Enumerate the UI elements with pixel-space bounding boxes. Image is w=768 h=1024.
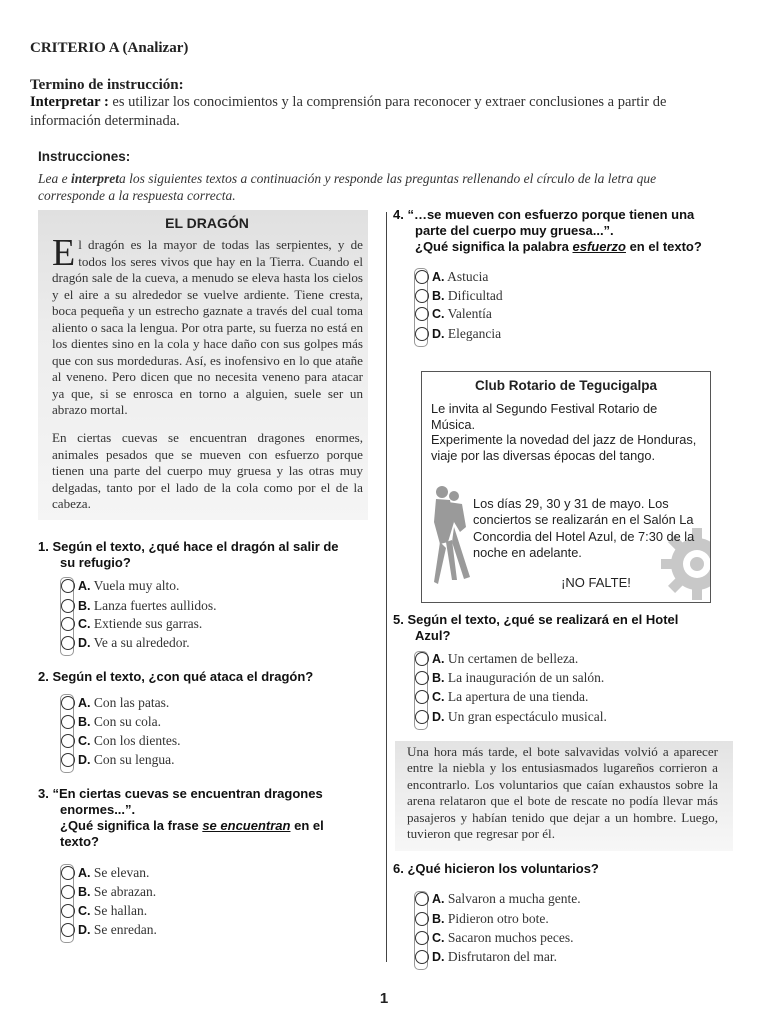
option-letter: D. <box>432 950 445 964</box>
question-5-line-2: Azul? <box>415 628 451 643</box>
dragon-paragraph-2: En ciertas cuevas se encuentran dragones enormes, animales pesados que se mueven con esfuerzo porque tienen una parte del cuerpo muy gruesa y las otras muy delgadas, tanto por el lado de la cola como por el de la cabeza. <box>52 430 363 511</box>
interpret-definition <box>30 93 710 131</box>
q4-phrase-pre: ¿Qué significa la palabra <box>415 239 573 254</box>
interpret-label: Interpretar : <box>30 94 109 110</box>
option-text: Un gran espectáculo musical. <box>444 709 607 724</box>
option-text: Dificultad <box>444 288 503 303</box>
dragon-title: EL DRAGÓN <box>165 215 249 231</box>
q5-option-b[interactable] <box>415 670 604 689</box>
option-letter: C. <box>432 690 445 704</box>
q1-option-c[interactable] <box>61 616 202 635</box>
option-letter: D. <box>432 327 445 341</box>
option-letter: A. <box>78 696 91 710</box>
radio-circle-icon[interactable] <box>61 734 75 748</box>
radio-circle-icon[interactable] <box>61 885 75 899</box>
option-text: Con los dientes. <box>90 733 181 748</box>
option-text: Lanza fuertes aullidos. <box>90 598 217 613</box>
q1-option-d[interactable] <box>61 635 190 654</box>
radio-circle-icon[interactable] <box>61 636 75 650</box>
instructions-text-post: a los siguientes textos a continuación y responde las preguntas rellenando el círculo de la letra que corresponde a la respuesta correcta. <box>38 171 657 203</box>
q2-option-b[interactable] <box>61 714 161 733</box>
interpret-text: es utilizar los conocimientos y la comprensión para reconocer y extraer conclusiones a partir de información determinada. <box>30 94 667 129</box>
question-4-line-3 <box>393 239 733 255</box>
q3-phrase-em: se encuentran <box>202 818 291 833</box>
question-4 <box>393 207 733 255</box>
dragon-paragraph-1-text: l dragón es la mayor de todas las serpientes, y de todos los seres vivos que hay en la Tierra. Cuando el dragón sale de la cueva, a menudo se eleva hasta los cielos y el aire a su alrededor se vuelve ardiente. Tiene cresta, boca pequeña y un estrecho gaznate a través del cual toma aliento o saca la lengua. Por otra parte, su fuerza no está en los dientes sino en la cola y hace daño con sus golpes más que con sus mordeduras. Así, es inofensivo en lo que atañe al veneno. Pero dicen que no necesita veneno para atacar ya que, si se enrosca en torno a alguien, suele ser un abrazo mortal. <box>52 237 363 417</box>
q6-option-d[interactable] <box>415 949 557 968</box>
instructions-text <box>38 170 698 204</box>
option-text: Astucia <box>444 269 489 284</box>
q4-option-d[interactable] <box>415 326 501 345</box>
radio-circle-icon[interactable] <box>415 270 429 284</box>
q3-phrase-pre: ¿Qué significa la frase <box>60 818 203 833</box>
option-letter: D. <box>432 710 445 724</box>
boat-passage-box <box>395 741 733 851</box>
club-experience-text: Experimente la novedad del jazz de Honduras, viaje por las diversas épocas del tango. <box>431 432 697 464</box>
option-text: Se elevan. <box>90 865 150 880</box>
q6-option-c[interactable] <box>415 930 573 949</box>
option-letter: C. <box>432 931 445 945</box>
q2-option-c[interactable] <box>61 733 181 752</box>
option-text: Con las patas. <box>90 695 170 710</box>
instructions-title: Instrucciones: <box>38 149 131 164</box>
option-letter: A. <box>432 652 445 666</box>
q5-option-d[interactable] <box>415 709 607 728</box>
radio-circle-icon[interactable] <box>415 671 429 685</box>
option-letter: B. <box>78 599 91 613</box>
question-1-line-2: su refugio? <box>60 555 131 570</box>
question-4-line-2: parte del cuerpo muy gruesa...”. <box>415 223 614 238</box>
q4-option-a[interactable] <box>415 269 488 288</box>
q6-option-a[interactable] <box>415 891 581 910</box>
q5-option-c[interactable] <box>415 689 588 708</box>
question-2: 2. Según el texto, ¿con qué ataca el dragón? <box>38 669 314 684</box>
question-5-line-1: 5. Según el texto, ¿qué se realizará en el Hotel <box>393 612 679 627</box>
option-letter: A. <box>432 270 445 284</box>
option-letter: B. <box>432 912 445 926</box>
page-number: 1 <box>379 990 389 1007</box>
club-dates-text: Los días 29, 30 y 31 de mayo. Los conciertos se realizarán en el Salón La Concordia del Hotel Azul, de 7:30 de la noche en adelante. <box>473 496 695 560</box>
option-letter: B. <box>78 715 91 729</box>
radio-circle-icon[interactable] <box>61 904 75 918</box>
q3-option-c[interactable] <box>61 903 147 922</box>
q3-option-b[interactable] <box>61 884 156 903</box>
radio-circle-icon[interactable] <box>415 652 429 666</box>
q3-phrase-post: en el <box>290 818 324 833</box>
q2-option-d[interactable] <box>61 752 175 771</box>
radio-circle-icon[interactable] <box>415 289 429 303</box>
radio-circle-icon[interactable] <box>415 327 429 341</box>
option-text: Sacaron muchos peces. <box>444 930 574 945</box>
radio-circle-icon[interactable] <box>61 753 75 767</box>
question-3 <box>38 786 383 850</box>
criterion-heading: CRITERIO A (Analizar) <box>30 40 189 56</box>
option-text: Salvaron a mucha gente. <box>444 891 581 906</box>
radio-circle-icon[interactable] <box>415 931 429 945</box>
q4-phrase-post: en el texto? <box>625 239 702 254</box>
option-letter: D. <box>78 923 91 937</box>
club-slogan: ¡NO FALTE! <box>561 575 631 590</box>
option-text: La apertura de una tienda. <box>444 689 589 704</box>
radio-circle-icon[interactable] <box>61 866 75 880</box>
radio-circle-icon[interactable] <box>415 892 429 906</box>
question-3-line-4: texto? <box>60 834 99 849</box>
option-text: Disfrutaron del mar. <box>444 949 557 964</box>
option-letter: D. <box>78 636 91 650</box>
boat-passage-text: Una hora más tarde, el bote salvavidas volvió a aparecer entre la niebla y los entusiasmados lugareños corrieron a encontrarlo. Los voluntarios que caían exhaustos sobre la arena relataron que el bote de rescate no podía llevar más pasajeros y habían tenido que dejar a un hombre. Luego, tuvieron que regresar por él. <box>407 744 718 842</box>
q3-option-d[interactable] <box>61 922 157 941</box>
question-3-line-1: 3. “En ciertas cuevas se encuentran dragones <box>38 786 323 801</box>
option-letter: B. <box>78 885 91 899</box>
club-invite-text: Le invita al Segundo Festival Rotario de Música. <box>431 401 658 432</box>
q4-option-b[interactable] <box>415 288 503 307</box>
q4-option-c[interactable] <box>415 306 492 325</box>
instructions-text-bold: interpret <box>71 171 120 186</box>
radio-circle-icon[interactable] <box>61 617 75 631</box>
q5-option-a[interactable] <box>415 651 578 670</box>
q6-option-b[interactable] <box>415 911 549 930</box>
option-letter: B. <box>432 289 445 303</box>
option-letter: D. <box>78 753 91 767</box>
club-title: Club Rotario de Tegucigalpa <box>474 378 657 393</box>
option-letter: A. <box>432 892 445 906</box>
radio-circle-icon[interactable] <box>415 950 429 964</box>
question-6: 6. ¿Qué hicieron los voluntarios? <box>393 861 599 876</box>
q1-option-a[interactable] <box>61 578 179 597</box>
question-4-line-1: 4. “…se mueven con esfuerzo porque tienen una <box>393 207 695 222</box>
option-text: Se abrazan. <box>90 884 157 899</box>
option-text: Con su cola. <box>90 714 161 729</box>
radio-circle-icon[interactable] <box>61 579 75 593</box>
radio-circle-icon[interactable] <box>415 710 429 724</box>
option-letter: C. <box>78 734 91 748</box>
option-text: Se hallan. <box>90 903 148 918</box>
instructions-text-pre: Lea e <box>38 171 71 186</box>
q3-option-a[interactable] <box>61 865 149 884</box>
radio-circle-icon[interactable] <box>61 599 75 613</box>
radio-circle-icon[interactable] <box>61 923 75 937</box>
question-1 <box>38 539 378 571</box>
column-divider <box>386 212 387 962</box>
option-letter: B. <box>432 671 445 685</box>
option-letter: C. <box>78 617 91 631</box>
radio-circle-icon[interactable] <box>415 307 429 321</box>
option-text: Extiende sus garras. <box>90 616 203 631</box>
option-text: Valentía <box>444 306 492 321</box>
option-text: Vuela muy alto. <box>90 578 180 593</box>
option-letter: C. <box>78 904 91 918</box>
radio-circle-icon[interactable] <box>61 715 75 729</box>
option-text: Ve a su alrededor. <box>90 635 190 650</box>
option-letter: A. <box>78 579 91 593</box>
radio-circle-icon[interactable] <box>415 690 429 704</box>
question-3-line-3 <box>38 818 383 834</box>
question-5 <box>393 612 733 644</box>
option-text: La inauguración de un salón. <box>444 670 605 685</box>
option-text: Pidieron otro bote. <box>444 911 549 926</box>
radio-circle-icon[interactable] <box>415 912 429 926</box>
question-3-line-2: enormes...”. <box>60 802 136 817</box>
question-1-line-1: 1. Según el texto, ¿qué hace el dragón al salir de <box>38 539 339 554</box>
dragon-passage-box <box>38 210 368 520</box>
drop-cap: E <box>52 232 76 274</box>
q1-option-b[interactable] <box>61 598 216 617</box>
option-letter: C. <box>432 307 445 321</box>
club-rotario-flyer <box>421 371 711 603</box>
option-text: Se enredan. <box>90 922 157 937</box>
option-text: Con su lengua. <box>90 752 175 767</box>
option-text: Elegancia <box>444 326 502 341</box>
q4-phrase-em: esfuerzo <box>572 239 626 254</box>
option-text: Un certamen de belleza. <box>444 651 579 666</box>
q2-option-a[interactable] <box>61 695 169 714</box>
dragon-paragraph-1 <box>52 232 363 419</box>
radio-circle-icon[interactable] <box>61 696 75 710</box>
option-letter: A. <box>78 866 91 880</box>
term-heading: Termino de instrucción: <box>30 77 184 93</box>
